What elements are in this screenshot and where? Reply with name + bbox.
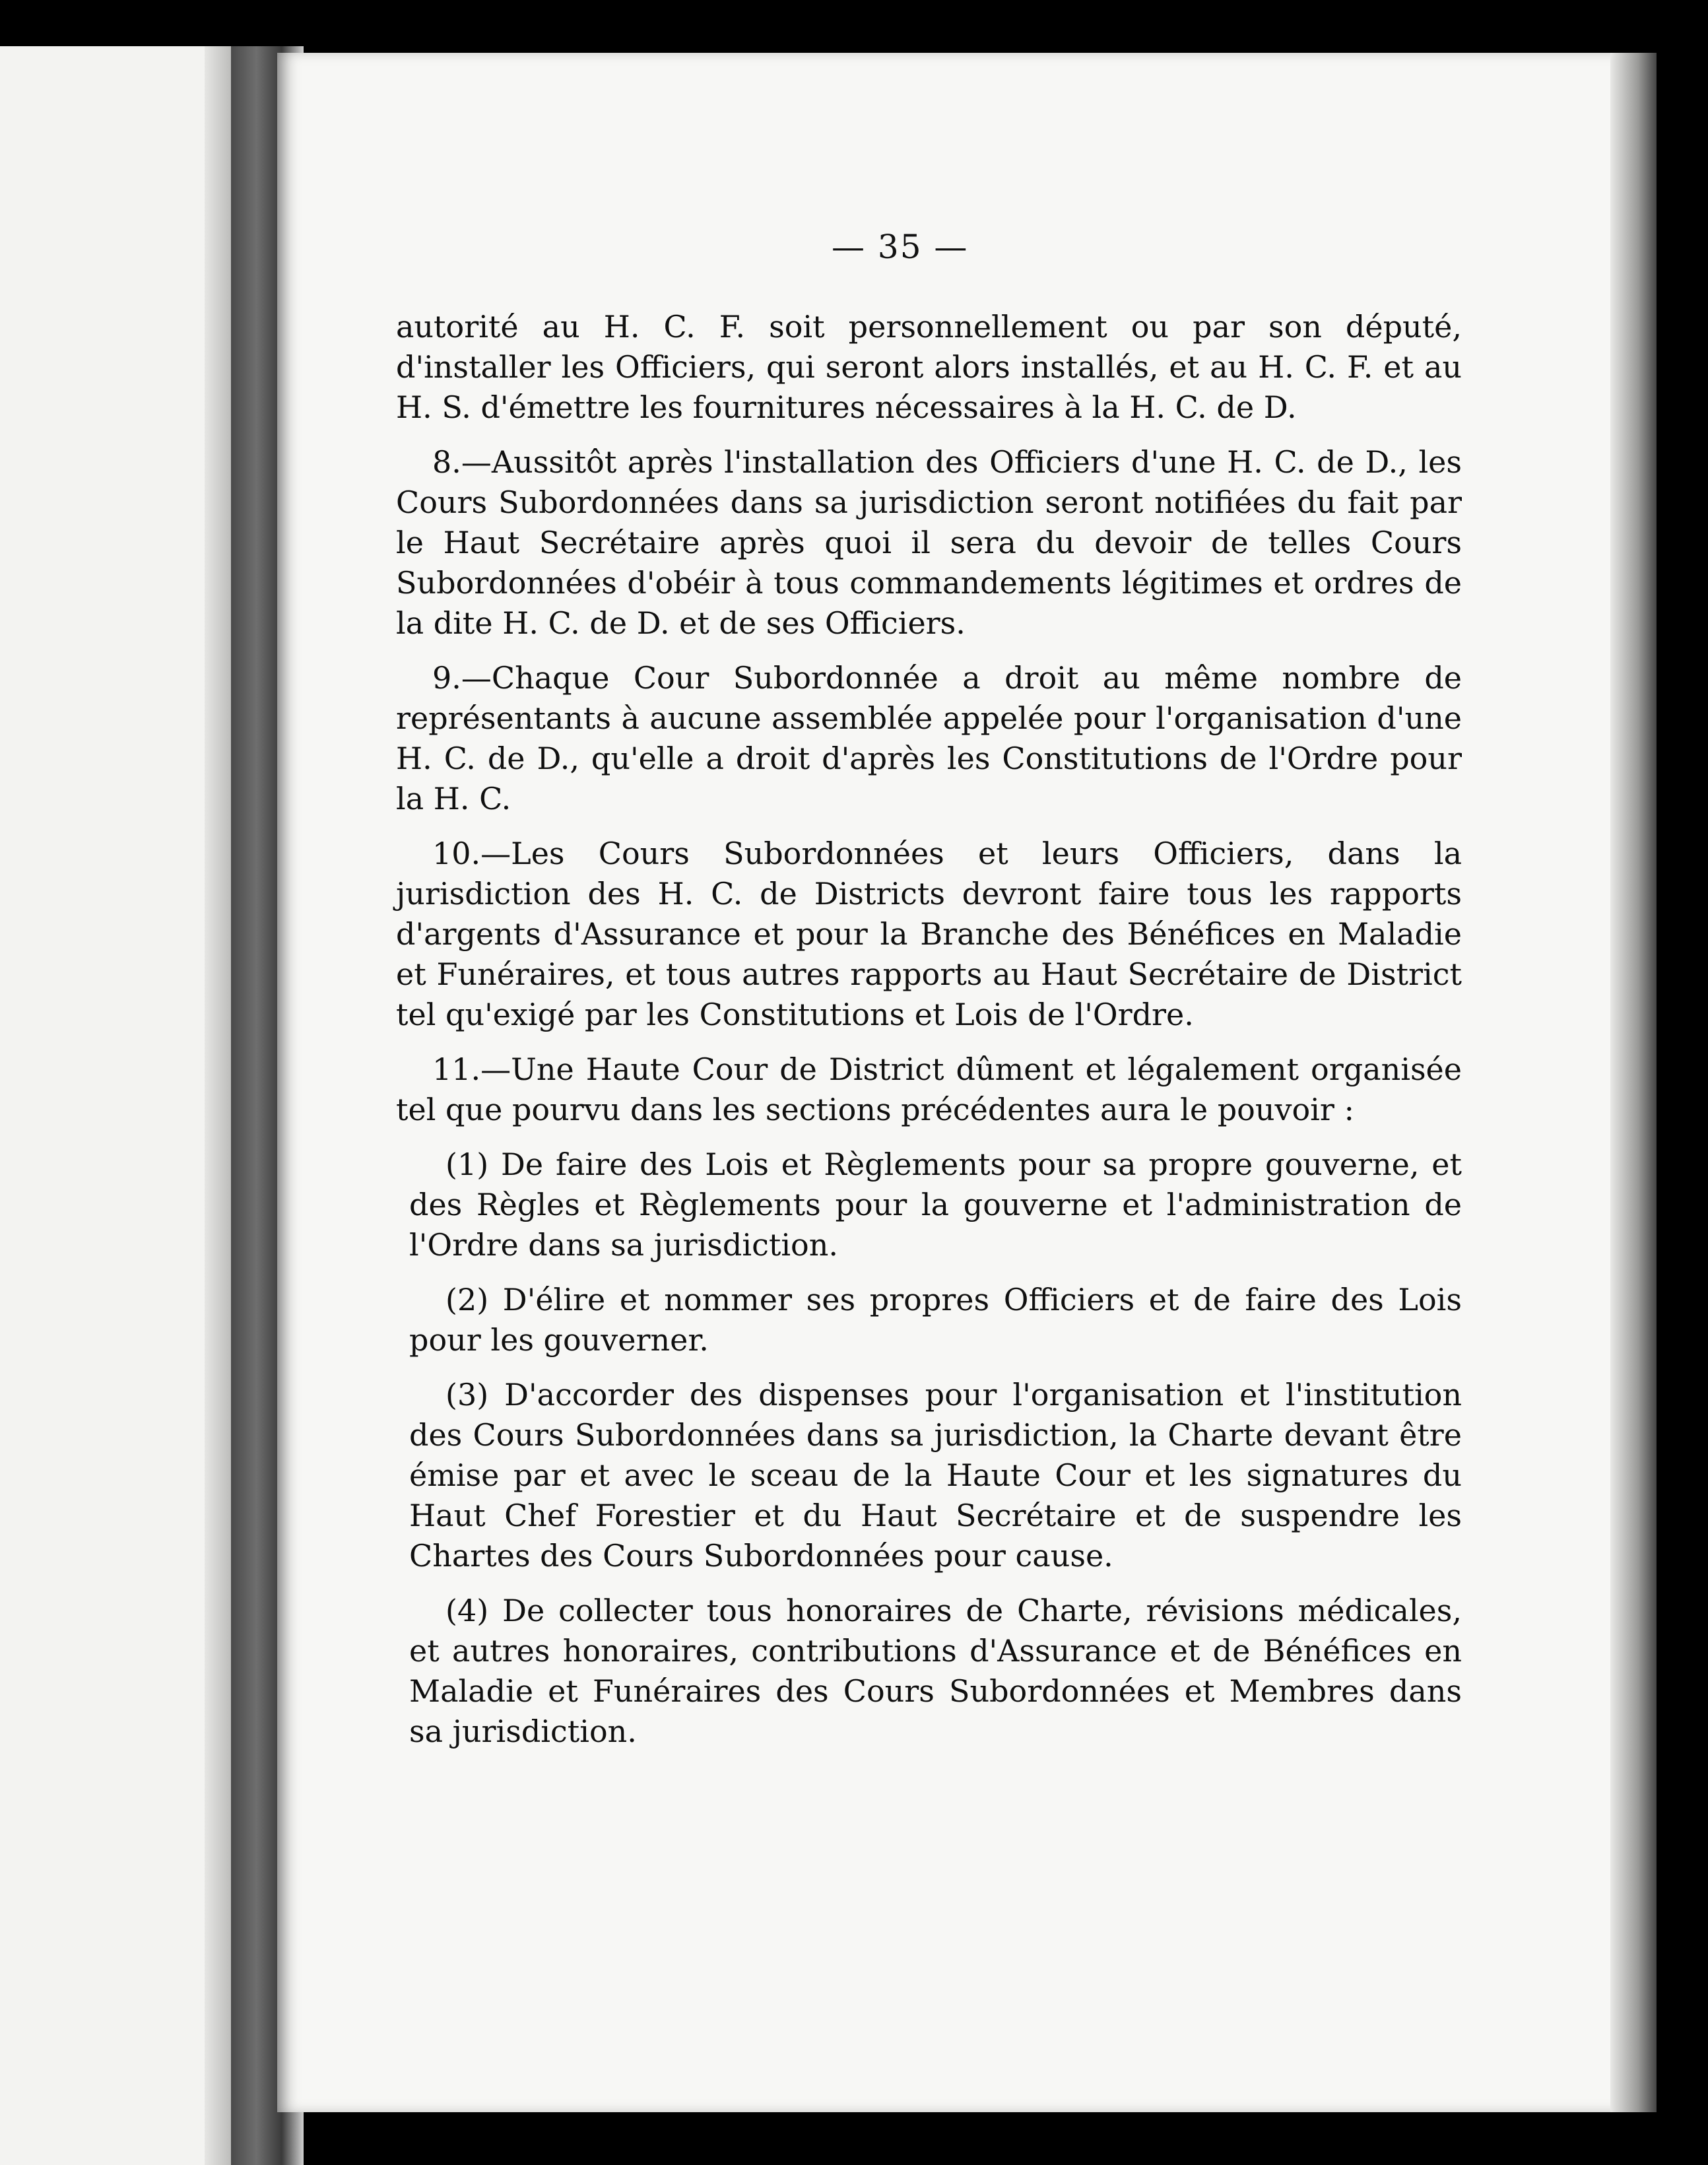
page-body: [396, 307, 1462, 1766]
paragraph-item-3: (3) D'accorder des dispenses pour l'organisation et l'institution des Cours Subordonnées dans sa jurisdiction, la Charte devant être émise par et avec le sceau de la Haute Cour et les signatures du Haut Chef Forestier et du Haut Secrétaire et de suspendre les Chartes des Cours Subordonnées pour cause.: [409, 1377, 1462, 1574]
paragraph-item-4: (4) De collecter tous honoraires de Charte, révisions médicales, et autres honoraires, contributions d'Assurance et de Bénéfices en Maladie et Funéraires des Cours Subordonnées et Membres dans sa jurisdiction.: [409, 1593, 1462, 1749]
paragraph-item-1: (1) De faire des Lois et Règlements pour sa propre gouverne, et des Règles et Règlements pour la gouverne et l'administration de l'Ordre dans sa jurisdiction.: [409, 1147, 1462, 1263]
paragraph-item-2: (2) D'élire et nommer ses propres Officiers et de faire des Lois pour les gouverner.: [409, 1282, 1462, 1358]
paragraph-section-9: 9.—Chaque Cour Subordonnée a droit au même nombre de représentants à aucune assemblée appelée pour l'organisation d'une H. C. de D., qu'elle a droit d'après les Constitutions de l'Ordre pour la H. C.: [396, 660, 1462, 816]
paragraph-section-11: 11.—Une Haute Cour de District dûment et légalement organisée tel que pourvu dans les sections précédentes aura le pouvoir :: [396, 1051, 1462, 1127]
page-number: — 35 —: [832, 228, 969, 266]
paragraph-continuation: autorité au H. C. F. soit personnellement ou par son député, d'installer les Officiers, qui seront alors installés, et au H. C. F. et au H. S. d'émettre les fournitures nécessaires à la H. C. de D.: [396, 309, 1462, 425]
left-page: [0, 46, 231, 2165]
left-page-binding-shade: [205, 46, 231, 2165]
right-page-edge: [1610, 53, 1657, 2112]
paragraph-section-10: 10.—Les Cours Subordonnées et leurs Officiers, dans la jurisdiction des H. C. de Districts devront faire tous les rapports d'argents d'Assurance et pour la Branche des Bénéfices en Maladie et Funéraires, et tous autres rapports au Haut Secrétaire de District tel qu'exigé par les Constitutions et Lois de l'Ordre.: [396, 836, 1462, 1032]
scan-border: [1657, 0, 1708, 2165]
paragraph-section-8: 8.—Aussitôt après l'installation des Officiers d'une H. C. de D., les Cours Subordonnées dans sa jurisdiction seront notifiées du fait par le Haut Secrétaire après quoi il sera du devoir de telles Cours Subordonnées d'obéir à tous commandements légitimes et ordres de la dite H. C. de D. et de ses Officiers.: [396, 444, 1462, 641]
